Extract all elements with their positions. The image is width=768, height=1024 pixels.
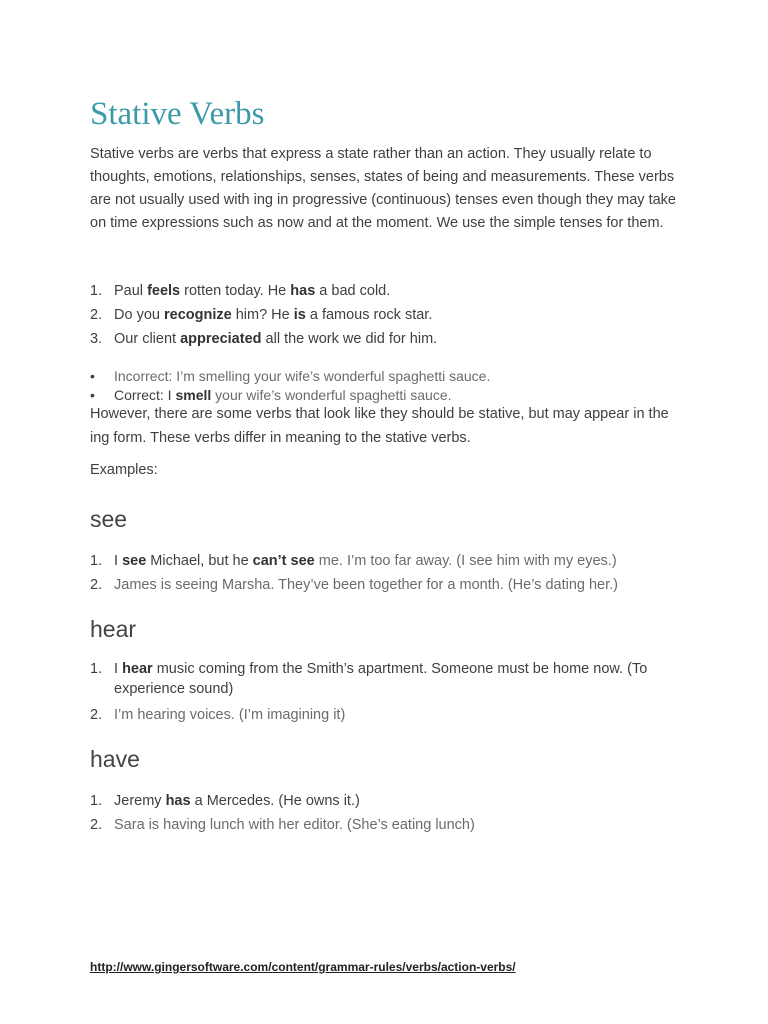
see-list [90,549,690,597]
examples-label: Examples: [90,462,158,478]
incorrect-example: • Incorrect: I’m smelling your wife’s wonderful spaghetti sauce. [90,368,491,384]
list-item: 2. I’m hearing voices. (I’m imagining it) [90,707,346,723]
list-item: 1. Jeremy has a Mercedes. (He owns it.) [90,793,360,809]
heading-see: see [90,506,128,532]
source-link[interactable]: http://www.gingersoftware.com/content/grammar-rules/verbs/action-verbs/ [90,960,516,974]
however-paragraph: However, there are some verbs that look like they should be stative, but may appear in the ing form. These verbs differ in meaning to the stative verbs. [90,406,669,446]
smell-bullets [90,367,690,405]
have-list [90,789,690,837]
heading-have: have [90,746,140,772]
list-item: 2. Do you recognize him? He is a famous rock star. [90,307,433,323]
hear-list [90,659,690,727]
list-item: 1. I see Michael, but he can’t see me. I’m too far away. (I see him with my eyes.) [90,553,617,569]
heading-hear: hear [90,616,137,642]
stative-examples-list [90,279,690,351]
list-item: 1. Paul feels rotten today. He has a bad cold. [90,283,391,299]
list-item: 3. Our client appreciated all the work we did for him. [90,331,438,347]
list-item: 2. James is seeing Marsha. They’ve been together for a month. (He’s dating her.) [90,577,619,593]
list-item: 2. Sara is having lunch with her editor. (She’s eating lunch) [90,817,475,833]
list-item: 1. I hear music coming from the Smith’s apartment. Someone must be home now. (To experience sound) [90,661,648,697]
page-title: Stative Verbs [90,96,265,132]
intro-paragraph: Stative verbs are verbs that express a state rather than an action. They usually relate to thoughts, emotions, relationships, senses, states of being and measurements. These verbs are not usually used with ing in progressive (continuous) tenses even though they may take on time expressions such as now and at the moment. We use the simple tenses for them. [90,146,676,231]
correct-example: • Correct: I smell your wife’s wonderful spaghetti sauce. [90,387,452,403]
